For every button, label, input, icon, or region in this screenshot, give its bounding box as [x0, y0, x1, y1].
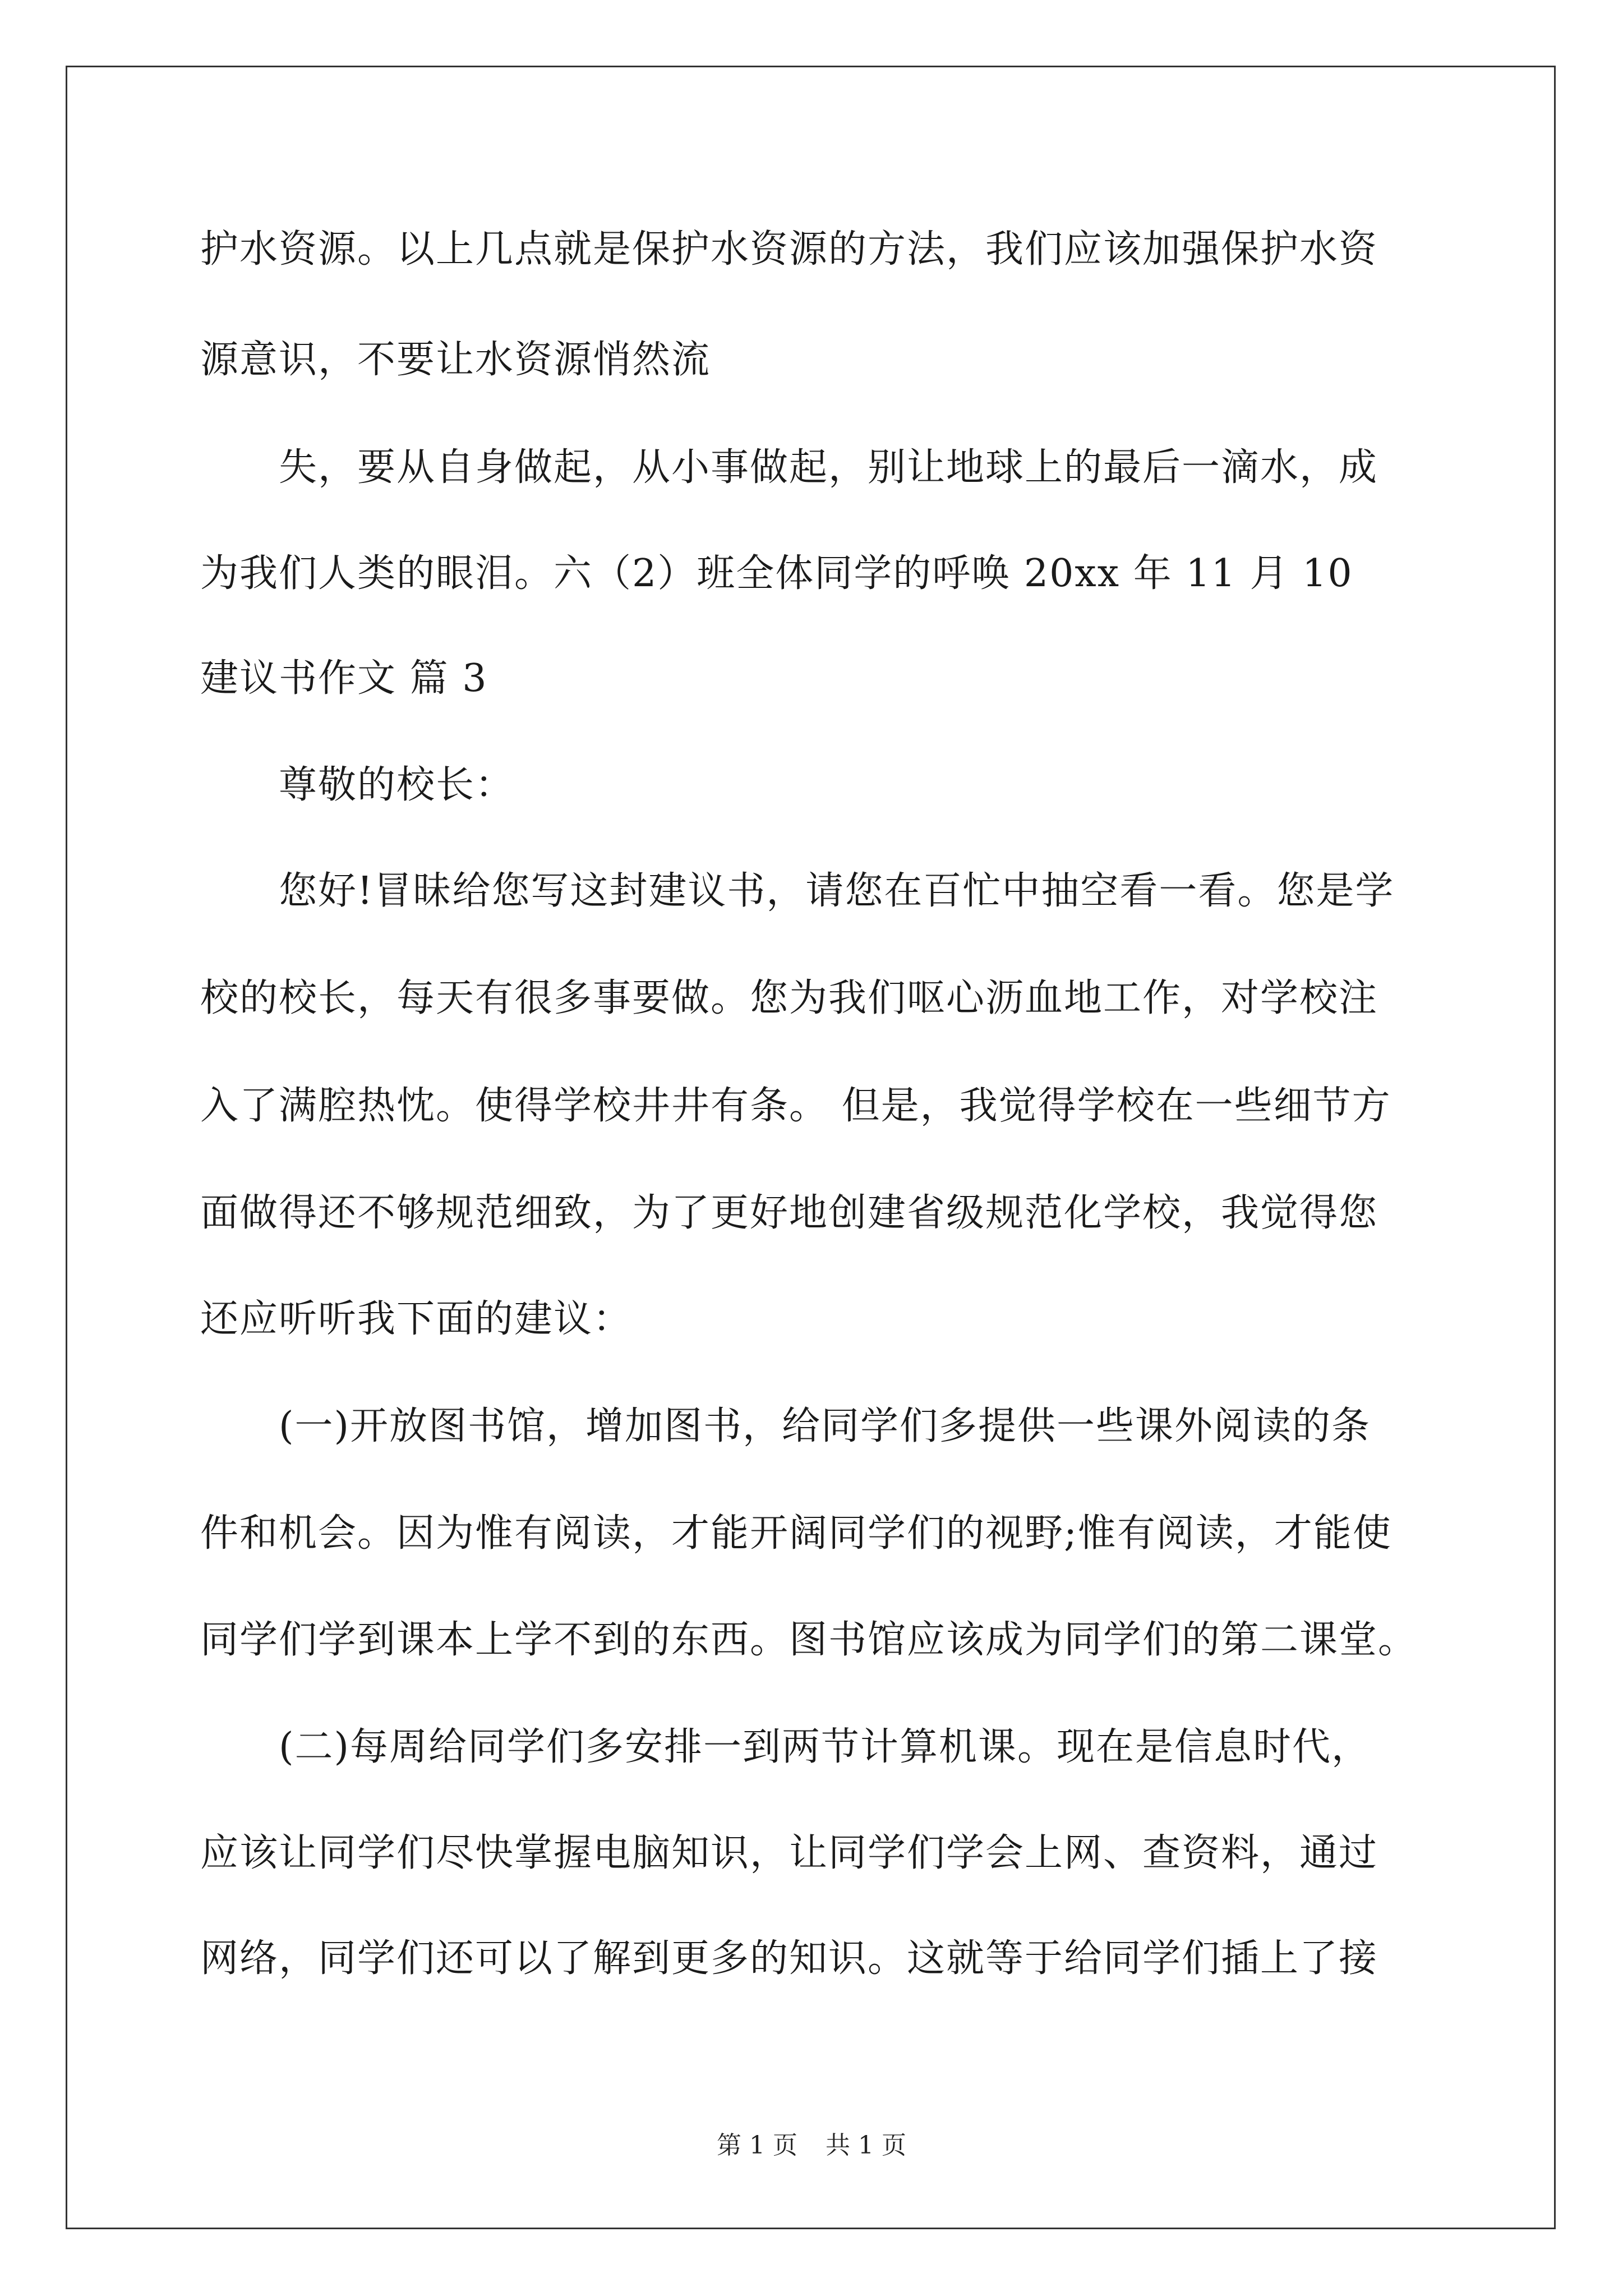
text-line: 还应听听我下面的建议： — [200, 1297, 633, 1341]
section-heading: 建议书作文 篇 3 — [200, 656, 488, 701]
text-line: 护水资源。以上几点就是保护水资源的方法，我们应该加强保护水资 — [200, 227, 1378, 272]
text-line: 同学们学到课本上学不到的东西。图书馆应该成为同学们的第二课堂。 — [200, 1618, 1418, 1662]
text-line: 面做得还不够规范细致，为了更好地创建省级规范化学校，我觉得您 — [200, 1191, 1378, 1235]
page-number-current: 第 1 页 — [717, 2131, 797, 2160]
text-line: 您好!冒昧给您写这封建议书，请您在百忙中抽空看一看。您是学 — [200, 869, 1395, 913]
text-line: 入了满腔热忱。使得学校井井有条。 但是，我觉得学校在一些细节方 — [200, 1084, 1391, 1128]
text-line: 件和机会。因为惟有阅读，才能开阔同学们的视野;惟有阅读，才能使 — [200, 1511, 1392, 1556]
text-line: 网络，同学们还可以了解到更多的知识。这就等于给同学们插上了接 — [200, 1936, 1378, 1981]
text-line: (一)开放图书馆，增加图书，给同学们多提供一些课外阅读的条 — [200, 1404, 1371, 1448]
text-line: (二)每周给同学们多安排一到两节计算机课。现在是信息时代， — [200, 1725, 1371, 1769]
text-line: 应该让同学们尽快掌握电脑知识，让同学们学会上网、查资料，通过 — [200, 1831, 1378, 1875]
text-line: 源意识，不要让水资源悄然流 — [200, 338, 711, 382]
page-number-total: 共 1 页 — [826, 2131, 906, 2160]
text-line: 校的校长，每天有很多事要做。您为我们呕心沥血地工作，对学校注 — [200, 976, 1378, 1020]
text-line: 失，要从自身做起，从小事做起，别让地球上的最后一滴水，成 — [200, 445, 1378, 490]
salutation: 尊敬的校长： — [200, 763, 515, 807]
page-border — [66, 66, 1556, 2229]
text-line: 为我们人类的眼泪。六（2）班全体同学的呼唤 20xx 年 11 月 10 — [200, 551, 1353, 596]
page-footer — [0, 2132, 1623, 2160]
